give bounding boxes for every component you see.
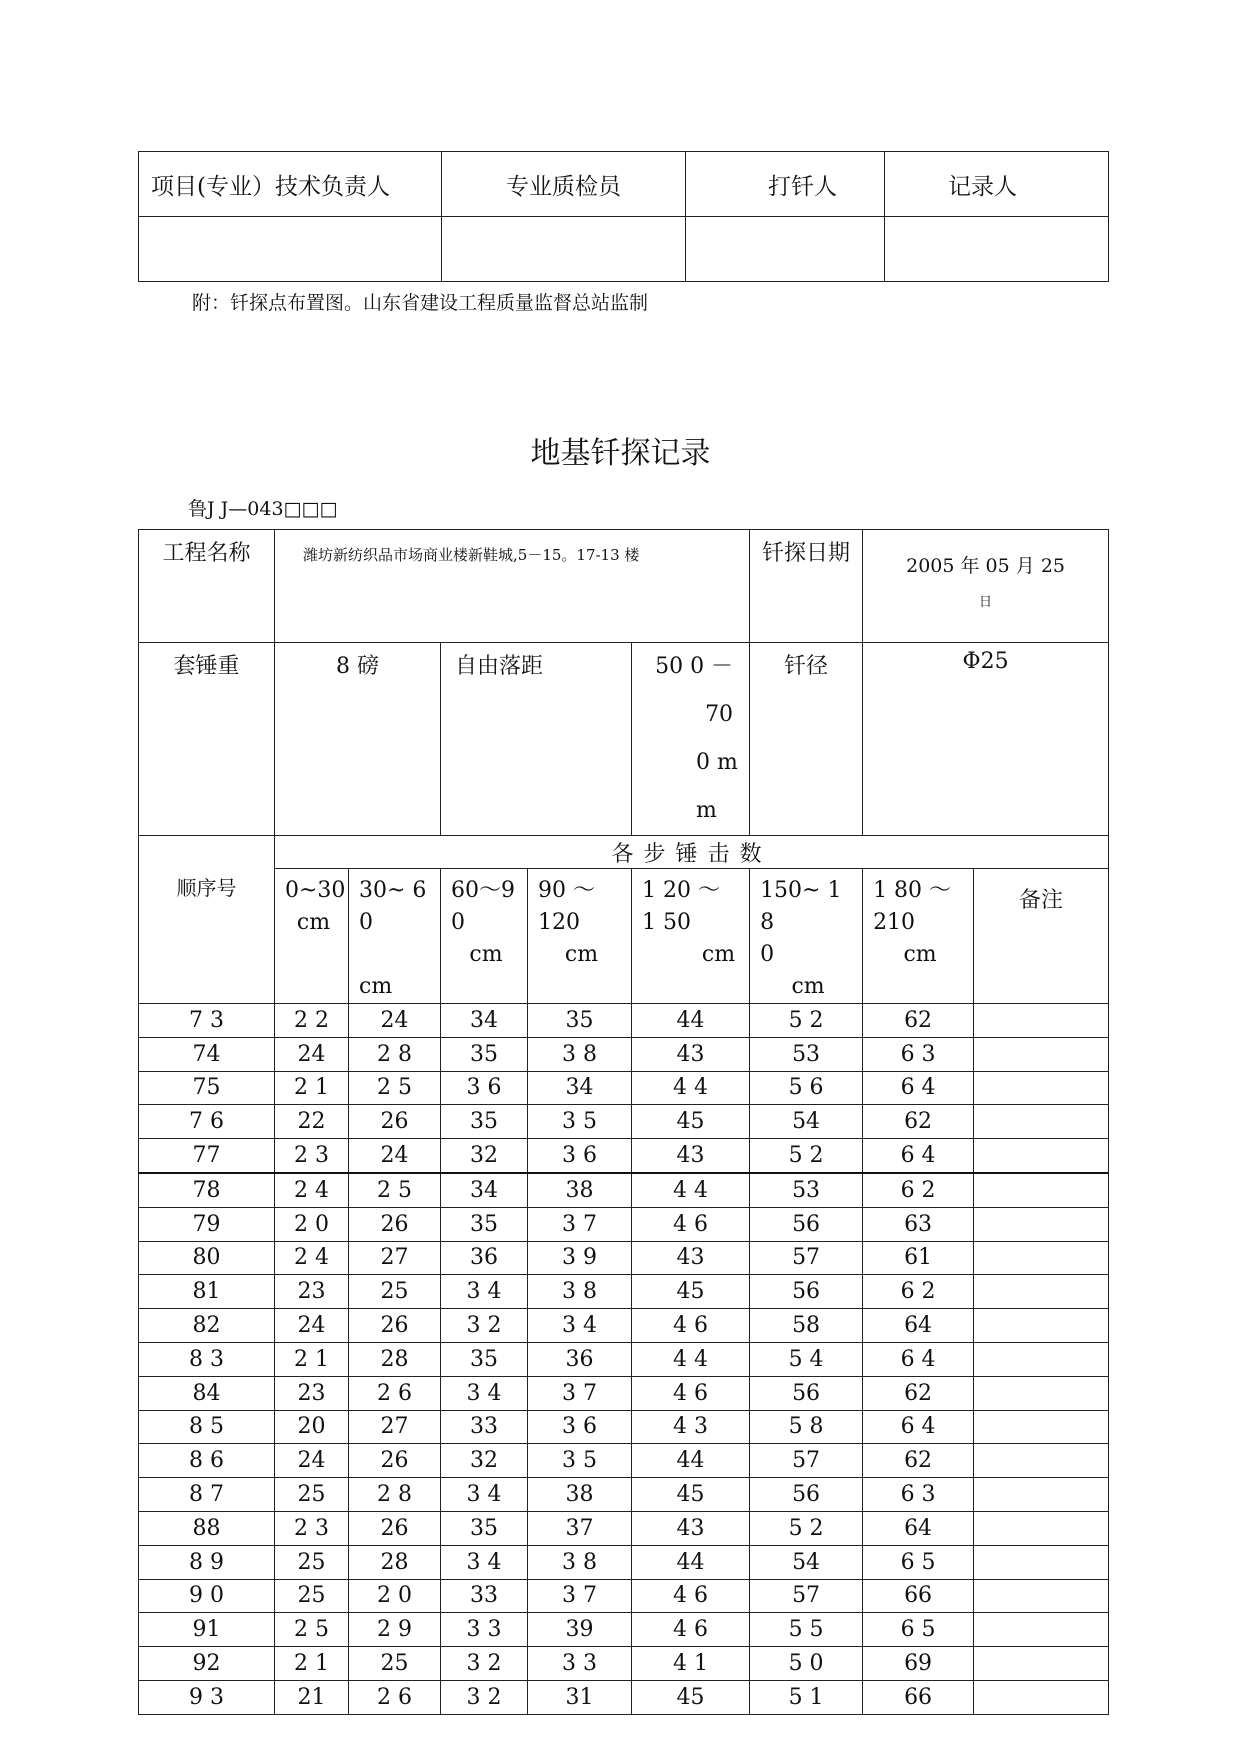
blow-count-cell: 62 <box>863 1105 974 1139</box>
drop-value <box>632 643 750 836</box>
blow-count-cell: 45 <box>632 1105 750 1139</box>
data-rows <box>139 1004 1109 1715</box>
signature-blank-row <box>139 217 1109 282</box>
seq-cell: 8 9 <box>139 1545 275 1579</box>
date-value-line2: 日 <box>979 595 993 610</box>
blow-count-cell: 24 <box>349 1004 441 1038</box>
project-value: 潍坊新纺织品市场商业楼新鞋城,5－15。17-13 楼 <box>275 530 750 643</box>
blow-count-cell: 25 <box>275 1579 349 1613</box>
blow-count-cell: 39 <box>528 1613 632 1647</box>
signature-header: 打钎人 <box>686 152 885 217</box>
blow-count-cell: 38 <box>528 1173 632 1207</box>
blow-count-cell: 3 2 <box>441 1309 528 1343</box>
blow-count-cell: 3 7 <box>528 1207 632 1241</box>
column-header-line: 120 <box>538 910 580 935</box>
blow-count-cell: 3 2 <box>441 1647 528 1681</box>
blow-count-cell: 3 8 <box>528 1275 632 1309</box>
table-row <box>139 1071 1109 1105</box>
table-row <box>139 1680 1109 1714</box>
table-row <box>139 1309 1109 1343</box>
seq-cell: 91 <box>139 1613 275 1647</box>
attachment-note: 附：钎探点布置图。山东省建设工程质量监督总站监制 <box>192 292 649 314</box>
blow-count-cell: 3 7 <box>528 1376 632 1410</box>
blow-count-cell: 64 <box>863 1309 974 1343</box>
table-row <box>139 1342 1109 1376</box>
blow-count-cell: 43 <box>632 1241 750 1275</box>
blow-count-cell: 5 6 <box>750 1071 863 1105</box>
blow-count-cell: 26 <box>349 1444 441 1478</box>
seq-cell: 82 <box>139 1309 275 1343</box>
table-row <box>139 1207 1109 1241</box>
remark-cell[interactable] <box>974 1037 1109 1071</box>
column-header-line: 0~30 <box>285 878 346 903</box>
table-row <box>139 1173 1109 1207</box>
blow-count-cell: 35 <box>441 1037 528 1071</box>
blow-count-cell: 5 2 <box>750 1139 863 1173</box>
remark-cell[interactable] <box>974 1241 1109 1275</box>
signature-cell[interactable] <box>139 217 442 282</box>
blow-count-cell: 27 <box>349 1241 441 1275</box>
table-row <box>139 1241 1109 1275</box>
remark-cell[interactable] <box>974 1004 1109 1038</box>
blow-count-cell: 25 <box>349 1275 441 1309</box>
column-header-line: 0 <box>451 910 465 935</box>
signature-cell[interactable] <box>885 217 1109 282</box>
column-header-line: cm <box>791 974 825 999</box>
group-header: 各步锤击数 <box>275 836 1109 869</box>
blow-count-cell: 3 5 <box>528 1105 632 1139</box>
signature-cell[interactable] <box>442 217 686 282</box>
blow-count-cell: 2 3 <box>275 1139 349 1173</box>
blow-count-cell: 5 8 <box>750 1410 863 1444</box>
blow-count-cell: 3 9 <box>528 1241 632 1275</box>
column-header <box>750 869 863 1004</box>
blow-count-cell: 2 1 <box>275 1342 349 1376</box>
drop-label: 自由落距 <box>441 643 632 836</box>
column-header-line: cm <box>564 942 599 967</box>
hammer-value: 8 磅 <box>275 643 441 836</box>
blow-count-cell: 53 <box>750 1037 863 1071</box>
blow-count-cell: 36 <box>528 1342 632 1376</box>
blow-count-cell: 57 <box>750 1241 863 1275</box>
blow-count-cell: 66 <box>863 1680 974 1714</box>
blow-count-cell: 4 6 <box>632 1309 750 1343</box>
blow-count-cell: 2 2 <box>275 1004 349 1038</box>
blow-count-cell: 31 <box>528 1680 632 1714</box>
blow-count-cell: 2 8 <box>349 1478 441 1512</box>
blow-count-cell: 27 <box>349 1410 441 1444</box>
table-row <box>139 1579 1109 1613</box>
drop-value-line2: 0 m m <box>696 750 738 823</box>
blow-count-cell: 62 <box>863 1376 974 1410</box>
blow-count-cell: 5 4 <box>750 1342 863 1376</box>
table-row <box>139 1613 1109 1647</box>
table-row <box>139 1511 1109 1545</box>
blow-count-cell: 69 <box>863 1647 974 1681</box>
diameter-value: Φ25 <box>863 643 1109 836</box>
blow-count-cell: 35 <box>441 1342 528 1376</box>
blow-count-cell: 24 <box>275 1037 349 1071</box>
column-header-line: 0 <box>760 942 775 967</box>
remark-cell[interactable] <box>974 1579 1109 1613</box>
remark-cell[interactable] <box>974 1309 1109 1343</box>
group-header-row <box>139 836 1109 869</box>
blow-count-cell: 4 6 <box>632 1207 750 1241</box>
column-header <box>441 869 528 1004</box>
blow-count-cell: 32 <box>441 1139 528 1173</box>
column-header <box>275 869 349 1004</box>
blow-count-cell: 3 7 <box>528 1579 632 1613</box>
seq-cell: 8 6 <box>139 1444 275 1478</box>
blow-count-cell: 33 <box>441 1579 528 1613</box>
blow-count-cell: 56 <box>750 1275 863 1309</box>
blow-count-cell: 2 4 <box>275 1173 349 1207</box>
blow-count-cell: 3 3 <box>441 1613 528 1647</box>
blow-count-cell: 25 <box>349 1647 441 1681</box>
remark-cell[interactable] <box>974 1173 1109 1207</box>
blow-count-cell: 26 <box>349 1105 441 1139</box>
diameter-label: 钎径 <box>750 643 863 836</box>
remark-cell[interactable] <box>974 1545 1109 1579</box>
blow-count-cell: 4 6 <box>632 1376 750 1410</box>
blow-count-cell: 53 <box>750 1173 863 1207</box>
seq-cell: 84 <box>139 1376 275 1410</box>
table-row <box>139 1444 1109 1478</box>
blow-count-cell: 64 <box>863 1511 974 1545</box>
blow-count-cell: 63 <box>863 1207 974 1241</box>
blow-count-cell: 3 3 <box>528 1647 632 1681</box>
date-label: 钎探日期 <box>750 530 863 643</box>
note-label: 备注 <box>974 869 1109 1004</box>
hammer-row <box>139 643 1109 836</box>
table-row <box>139 1037 1109 1071</box>
blow-count-cell: 44 <box>632 1545 750 1579</box>
blow-count-cell: 43 <box>632 1037 750 1071</box>
blow-count-cell: 4 3 <box>632 1410 750 1444</box>
seq-cell: 7 6 <box>139 1105 275 1139</box>
signature-header-row <box>139 152 1109 217</box>
hammer-label: 套锤重 <box>139 643 275 836</box>
blow-count-cell: 38 <box>528 1478 632 1512</box>
seq-cell: 81 <box>139 1275 275 1309</box>
seq-cell: 9 3 <box>139 1680 275 1714</box>
table-row <box>139 1376 1109 1410</box>
column-header-line: 30~ 6 <box>359 878 427 903</box>
column-header-line: 1 20 ～ <box>642 878 720 903</box>
remark-cell[interactable] <box>974 1410 1109 1444</box>
blow-count-cell: 61 <box>863 1241 974 1275</box>
blow-count-cell: 3 8 <box>528 1545 632 1579</box>
blow-count-cell: 28 <box>349 1545 441 1579</box>
blow-count-cell: 34 <box>528 1071 632 1105</box>
blow-count-cell: 3 4 <box>441 1376 528 1410</box>
remark-cell[interactable] <box>974 1511 1109 1545</box>
signature-cell[interactable] <box>686 217 885 282</box>
blow-count-cell: 54 <box>750 1105 863 1139</box>
blow-count-cell: 3 6 <box>528 1410 632 1444</box>
blow-count-cell: 6 2 <box>863 1173 974 1207</box>
signature-header: 项目(专业）技术负责人 <box>139 152 442 217</box>
probe-record-table <box>138 529 1109 1715</box>
blow-count-cell: 6 5 <box>863 1545 974 1579</box>
seq-cell: 79 <box>139 1207 275 1241</box>
seq-cell: 8 5 <box>139 1410 275 1444</box>
blow-count-cell: 4 4 <box>632 1173 750 1207</box>
blow-count-cell: 3 4 <box>528 1309 632 1343</box>
blow-count-cell: 6 2 <box>863 1275 974 1309</box>
blow-count-cell: 5 2 <box>750 1004 863 1038</box>
blow-count-cell: 6 4 <box>863 1410 974 1444</box>
column-header-line: 0 <box>359 910 373 935</box>
blow-count-cell: 62 <box>863 1004 974 1038</box>
blow-count-cell: 35 <box>528 1004 632 1038</box>
seq-cell: 78 <box>139 1173 275 1207</box>
blow-count-cell: 3 5 <box>528 1444 632 1478</box>
blow-count-cell: 62 <box>863 1444 974 1478</box>
blow-count-cell: 35 <box>441 1511 528 1545</box>
blow-count-cell: 44 <box>632 1444 750 1478</box>
blow-count-cell: 3 2 <box>441 1680 528 1714</box>
blow-count-cell: 56 <box>750 1478 863 1512</box>
blow-count-cell: 23 <box>275 1275 349 1309</box>
remark-cell[interactable] <box>974 1376 1109 1410</box>
remark-cell[interactable] <box>974 1139 1109 1173</box>
blow-count-cell: 56 <box>750 1376 863 1410</box>
blow-count-cell: 2 5 <box>275 1613 349 1647</box>
seq-cell: 8 7 <box>139 1478 275 1512</box>
drop-value-line1: 50 0 －70 <box>655 654 734 727</box>
blow-count-cell: 44 <box>632 1004 750 1038</box>
blow-count-cell: 33 <box>441 1410 528 1444</box>
blow-count-cell: 34 <box>441 1173 528 1207</box>
blow-count-cell: 5 5 <box>750 1613 863 1647</box>
blow-count-cell: 54 <box>750 1545 863 1579</box>
table-row <box>139 1275 1109 1309</box>
blow-count-cell: 56 <box>750 1207 863 1241</box>
column-header-spacer <box>359 939 434 971</box>
blow-count-cell: 2 0 <box>275 1207 349 1241</box>
blow-count-cell: 2 6 <box>349 1376 441 1410</box>
seq-cell: 75 <box>139 1071 275 1105</box>
column-header-line: cm <box>701 942 736 967</box>
remark-cell[interactable] <box>974 1613 1109 1647</box>
blow-count-cell: 6 4 <box>863 1071 974 1105</box>
seq-label: 顺序号 <box>139 836 275 1004</box>
table-row <box>139 1647 1109 1681</box>
blow-count-cell: 26 <box>349 1207 441 1241</box>
column-header <box>349 869 441 1004</box>
blow-count-cell: 20 <box>275 1410 349 1444</box>
project-row <box>139 530 1109 643</box>
table-row <box>139 1139 1109 1173</box>
seq-cell: 74 <box>139 1037 275 1071</box>
remark-cell[interactable] <box>974 1207 1109 1241</box>
blow-count-cell: 37 <box>528 1511 632 1545</box>
seq-cell: 88 <box>139 1511 275 1545</box>
blow-count-cell: 2 9 <box>349 1613 441 1647</box>
blow-count-cell: 3 4 <box>441 1545 528 1579</box>
signature-header: 记录人 <box>885 152 1109 217</box>
column-header-line: 90 ～ <box>538 878 595 903</box>
table-row <box>139 1478 1109 1512</box>
seq-cell: 77 <box>139 1139 275 1173</box>
signature-header: 专业质检员 <box>442 152 686 217</box>
blow-count-cell: 5 1 <box>750 1680 863 1714</box>
blow-count-cell: 32 <box>441 1444 528 1478</box>
blow-count-cell: 4 4 <box>632 1071 750 1105</box>
remark-cell[interactable] <box>974 1342 1109 1376</box>
remark-cell[interactable] <box>974 1071 1109 1105</box>
blow-count-cell: 24 <box>275 1309 349 1343</box>
blow-count-cell: 43 <box>632 1139 750 1173</box>
blow-count-cell: 28 <box>349 1342 441 1376</box>
blow-count-cell: 35 <box>441 1207 528 1241</box>
blow-count-cell: 57 <box>750 1444 863 1478</box>
blow-count-cell: 24 <box>349 1139 441 1173</box>
blow-count-cell: 25 <box>275 1478 349 1512</box>
blow-count-cell: 4 1 <box>632 1647 750 1681</box>
blow-count-cell: 45 <box>632 1275 750 1309</box>
blow-count-cell: 26 <box>349 1309 441 1343</box>
blow-count-cell: 25 <box>275 1545 349 1579</box>
page-title: 地基钎探记录 <box>530 436 711 471</box>
blow-count-cell: 5 2 <box>750 1511 863 1545</box>
table-row <box>139 1410 1109 1444</box>
column-header-line: 1 50 <box>642 910 691 935</box>
seq-cell: 7 3 <box>139 1004 275 1038</box>
blow-count-cell: 6 4 <box>863 1342 974 1376</box>
blow-count-cell: 34 <box>441 1004 528 1038</box>
blow-count-cell: 2 1 <box>275 1647 349 1681</box>
seq-cell: 80 <box>139 1241 275 1275</box>
date-value-line1: 2005 年 05 月 25 <box>906 555 1065 577</box>
blow-count-cell: 2 1 <box>275 1071 349 1105</box>
blow-count-cell: 6 3 <box>863 1478 974 1512</box>
project-label: 工程名称 <box>139 530 275 643</box>
blow-count-cell: 6 5 <box>863 1613 974 1647</box>
column-header <box>528 869 632 1004</box>
blow-count-cell: 3 4 <box>441 1275 528 1309</box>
seq-cell: 92 <box>139 1647 275 1681</box>
seq-cell: 8 3 <box>139 1342 275 1376</box>
remark-cell[interactable] <box>974 1444 1109 1478</box>
column-header-line: cm <box>359 974 393 999</box>
column-header-line: 150~ 1 8 <box>760 878 842 935</box>
blow-count-cell: 2 4 <box>275 1241 349 1275</box>
blow-count-cell: 36 <box>441 1241 528 1275</box>
remark-cell[interactable] <box>974 1478 1109 1512</box>
blow-count-cell: 5 0 <box>750 1647 863 1681</box>
blow-count-cell: 3 6 <box>441 1071 528 1105</box>
blow-count-cell: 4 6 <box>632 1613 750 1647</box>
date-value <box>863 530 1109 643</box>
table-row <box>139 1545 1109 1579</box>
blow-count-cell: 3 6 <box>528 1139 632 1173</box>
blow-count-cell: 26 <box>349 1511 441 1545</box>
remark-cell[interactable] <box>974 1647 1109 1681</box>
column-header-line: cm <box>469 942 503 967</box>
blow-count-cell: 66 <box>863 1579 974 1613</box>
blow-count-cell: 24 <box>275 1444 349 1478</box>
form-code: 鲁J J—043□□□ <box>188 498 338 520</box>
signature-table <box>138 151 1109 282</box>
column-header-line: cm <box>903 942 937 967</box>
column-header-row <box>139 869 1109 1004</box>
column-header-line: 1 80 ～ <box>873 878 952 903</box>
blow-count-cell: 58 <box>750 1309 863 1343</box>
column-header <box>863 869 974 1004</box>
seq-cell: 9 0 <box>139 1579 275 1613</box>
remark-cell[interactable] <box>974 1105 1109 1139</box>
table-row <box>139 1105 1109 1139</box>
blow-count-cell: 4 4 <box>632 1342 750 1376</box>
blow-count-cell: 43 <box>632 1511 750 1545</box>
blow-count-cell: 2 3 <box>275 1511 349 1545</box>
blow-count-cell: 4 6 <box>632 1579 750 1613</box>
blow-count-cell: 3 4 <box>441 1478 528 1512</box>
remark-cell[interactable] <box>974 1680 1109 1714</box>
table-row <box>139 1004 1109 1038</box>
blow-count-cell: 23 <box>275 1376 349 1410</box>
blow-count-cell: 57 <box>750 1579 863 1613</box>
column-header-line: 210 <box>873 910 916 935</box>
blow-count-cell: 22 <box>275 1105 349 1139</box>
column-header-line: 60～9 <box>451 878 515 903</box>
blow-count-cell: 45 <box>632 1680 750 1714</box>
blow-count-cell: 35 <box>441 1105 528 1139</box>
blow-count-cell: 2 8 <box>349 1037 441 1071</box>
blow-count-cell: 6 3 <box>863 1037 974 1071</box>
blow-count-cell: 2 6 <box>349 1680 441 1714</box>
column-header <box>632 869 750 1004</box>
blow-count-cell: 45 <box>632 1478 750 1512</box>
blow-count-cell: 3 8 <box>528 1037 632 1071</box>
blow-count-cell: 6 4 <box>863 1139 974 1173</box>
column-header-line: cm <box>296 910 331 935</box>
blow-count-cell: 2 5 <box>349 1173 441 1207</box>
blow-count-cell: 21 <box>275 1680 349 1714</box>
remark-cell[interactable] <box>974 1275 1109 1309</box>
blow-count-cell: 2 5 <box>349 1071 441 1105</box>
blow-count-cell: 2 0 <box>349 1579 441 1613</box>
